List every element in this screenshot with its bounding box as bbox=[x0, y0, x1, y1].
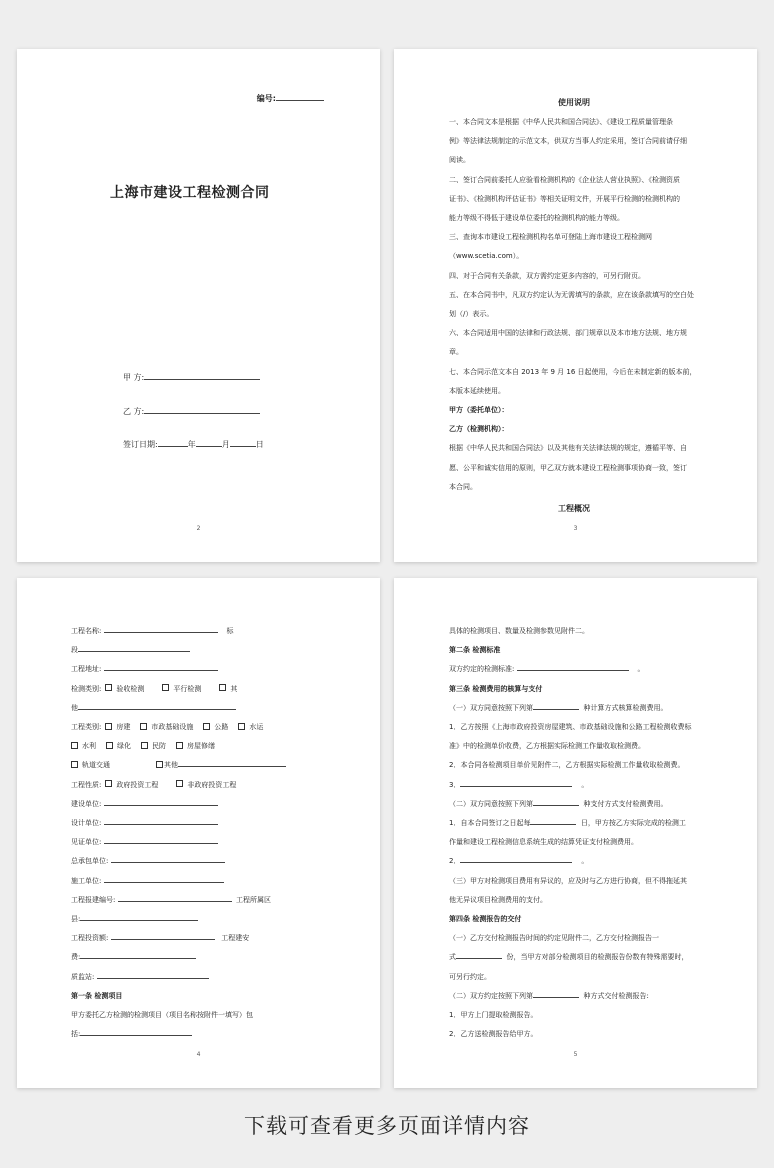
checkbox[interactable] bbox=[106, 742, 113, 749]
instruction-line: 章。 bbox=[449, 348, 463, 357]
article-1-items-row: 括: bbox=[71, 1025, 286, 1044]
instruction-line: 证书》、《检测机构评估证书》等相关证明文件，开展平行检测的检测机构的 bbox=[449, 194, 680, 203]
party-a-field: 甲 方: bbox=[123, 372, 260, 383]
project-nature-row: 工程性质: 政府投资工程 非政府投资工程 bbox=[71, 780, 237, 789]
quality-station-row: 质监站: bbox=[71, 968, 286, 987]
project-name-row: 工程名称: 标 bbox=[71, 627, 234, 635]
builder-row: 施工单位: bbox=[71, 872, 286, 891]
checkbox[interactable] bbox=[140, 723, 147, 730]
page-number: 4 bbox=[196, 1051, 201, 1058]
instructions-body bbox=[449, 93, 699, 521]
district-row: 县: bbox=[71, 910, 286, 929]
checkbox[interactable] bbox=[105, 780, 112, 787]
instructions-heading: 使用说明 bbox=[558, 98, 590, 107]
witness-unit-row: 见证单位: bbox=[71, 833, 286, 852]
serial-number-blank bbox=[276, 93, 324, 101]
preamble-line: 根据《中华人民共和国合同法》以及其他有关法律法规的规定，遵循平等、自 bbox=[449, 444, 687, 453]
contract-title: 上海市建设工程检测合同 bbox=[110, 185, 270, 201]
fee-method-row: （一）双方同意按照下列第 种计算方式核算检测费用。 bbox=[449, 703, 668, 712]
terms-body bbox=[449, 622, 691, 1044]
test-type-row: 检测类别: 验收检测 平行检测 其 bbox=[71, 684, 238, 693]
text-line: （三）甲方对检测项目费用有异议的，应及时与乙方进行协商，但不得拖延其 bbox=[449, 876, 687, 885]
cost-row: 费: bbox=[71, 948, 286, 967]
design-unit-row: 设计单位: bbox=[71, 814, 286, 833]
contract-cover-page bbox=[17, 49, 380, 562]
sign-date-field: 签订日期: 年 月 日 bbox=[123, 440, 264, 449]
text-line: 1．乙方按照《上海市政府投资房屋建筑、市政基础设施和公路工程检测收费标 bbox=[449, 723, 692, 732]
checkbox[interactable] bbox=[105, 723, 112, 730]
instruction-line: 六、本合同适用中国的法律和行政法规、部门规章以及本市地方法规、地方规 bbox=[449, 329, 687, 338]
checkbox[interactable] bbox=[203, 723, 210, 730]
contract-terms-page bbox=[394, 578, 757, 1088]
project-form bbox=[71, 622, 286, 1044]
article-1-text: 甲方委托乙方检测的检测项目（项目名称按附件一填写）包 bbox=[71, 1011, 253, 1020]
checkbox[interactable] bbox=[71, 742, 78, 749]
fee-other-row: 3． 。 bbox=[449, 780, 589, 789]
general-contractor-row: 总承包单位: bbox=[71, 852, 286, 871]
payment-period-row: 1．自本合同签订之日起每 日，甲方按乙方实际完成的检测工 bbox=[449, 819, 686, 828]
party-a-label: 甲方（委托单位）： bbox=[449, 406, 509, 415]
party-a-blank bbox=[144, 372, 260, 380]
instruction-line: （www.scetia.com）。 bbox=[449, 252, 524, 261]
article-2-heading: 第二条 检测标准 bbox=[449, 646, 501, 655]
report-copies-row: 式 份，当甲方对部分检测项目的检测报告份数有特殊需要时， bbox=[449, 953, 689, 962]
section-heading: 工程概况 bbox=[558, 504, 590, 514]
payment-method-row: （二）双方同意按照下列第 种支付方式支付检测费用。 bbox=[449, 799, 668, 808]
project-address-row: 工程地址: bbox=[71, 660, 286, 679]
checkbox[interactable] bbox=[162, 684, 169, 691]
text-line: （一）乙方交付检测报告时间的约定见附件二，乙方交付检测报告一 bbox=[449, 934, 659, 943]
instruction-line: 二、签订合同前委托人应验看检测机构的《企业法人营业执照》、《检测资质 bbox=[449, 175, 680, 184]
instruction-line: 三、查询本市建设工程检测机构名单可登陆上海市建设工程检测网 bbox=[449, 233, 652, 242]
project-section-row: 段 bbox=[71, 641, 286, 660]
instruction-line: 例》等法律法规制定的示范文本，供双方当事人约定采用，签订合同前请仔细 bbox=[449, 137, 687, 146]
checkbox[interactable] bbox=[176, 742, 183, 749]
delivery-method-row: （二）双方约定按照下列第 种方式交付检测报告: bbox=[449, 991, 649, 1000]
party-b-blank bbox=[144, 406, 260, 414]
project-type-row: 工程类别: 房建 市政基础设施 公路 水运 bbox=[71, 723, 264, 732]
checkbox[interactable] bbox=[219, 684, 226, 691]
instruction-line: 四、对于合同有关条款，双方需约定更多内容的，可另行附页。 bbox=[449, 271, 645, 280]
article-3-heading: 第三条 检测费用的核算与支付 bbox=[449, 684, 543, 693]
checkbox[interactable] bbox=[141, 742, 148, 749]
text-line: 1．甲方上门提取检测报告。 bbox=[449, 1011, 538, 1020]
text-line: 他无异议项目检测费用的支付。 bbox=[449, 895, 547, 904]
serial-number-field: 编号: bbox=[257, 93, 324, 104]
checkbox[interactable] bbox=[71, 761, 78, 768]
checkbox[interactable] bbox=[176, 780, 183, 787]
standard-row: 双方约定的检测标准: 。 bbox=[449, 665, 645, 674]
download-more-caption: 下载可查看更多页面详情内容 bbox=[244, 1114, 530, 1138]
test-type-other-row: 他 bbox=[71, 699, 286, 718]
text-line: 准》中的检测单价收费，乙方根据实际检测工作量收取检测费。 bbox=[449, 742, 645, 751]
page-number: 3 bbox=[573, 525, 578, 532]
instruction-line: 本版本延续使用。 bbox=[449, 386, 505, 395]
checkbox[interactable] bbox=[156, 761, 163, 768]
project-overview-page bbox=[17, 578, 380, 1088]
party-b-field: 乙 方: bbox=[123, 406, 260, 417]
article-1-heading: 第一条 检测项目 bbox=[71, 991, 123, 1000]
instruction-line: 能力等级不得低于建设单位委托的检测机构的能力等级。 bbox=[449, 214, 624, 223]
page-number: 5 bbox=[573, 1051, 578, 1058]
instruction-line: 划（/）表示。 bbox=[449, 310, 494, 319]
party-b-label: 乙方（检测机构）： bbox=[449, 425, 509, 434]
checkbox[interactable] bbox=[238, 723, 245, 730]
project-type-row-3: 轨道交通 其他 bbox=[71, 756, 286, 775]
construction-unit-row: 建设单位: bbox=[71, 795, 286, 814]
text-line: 具体的检测项目、数量及检测参数见附件二。 bbox=[449, 627, 589, 635]
preamble-line: 愿、公平和诚实信用的原则，甲乙双方就本建设工程检测事项协商一致，签订 bbox=[449, 463, 687, 472]
text-line: 2．本合同各检测项目单价见附件二，乙方根据实际检测工作量收取检测费。 bbox=[449, 761, 685, 770]
payment-other-row: 2． 。 bbox=[449, 857, 589, 866]
text-line: 2．乙方送检测报告给甲方。 bbox=[449, 1030, 538, 1039]
filing-number-row: 工程报建编号: 工程所属区 bbox=[71, 895, 272, 904]
instruction-line: 一、本合同文本是根据《中华人民共和国合同法》、《建设工程质量管理条 bbox=[449, 118, 673, 126]
project-type-row-2: 水利 绿化 民防 房屋修缮 bbox=[71, 737, 286, 756]
page-number: 2 bbox=[196, 525, 201, 532]
instruction-line: 阅读。 bbox=[449, 156, 470, 165]
text-line: 可另行约定。 bbox=[449, 972, 491, 981]
instruction-line: 七、本合同示范文本自 2013 年 9 月 16 日起使用，今后在未制定新的版本前， bbox=[449, 367, 697, 376]
checkbox[interactable] bbox=[105, 684, 112, 691]
preamble-line: 本合同。 bbox=[449, 482, 477, 491]
instruction-line: 五、在本合同书中，凡双方约定认为无需填写的条款，应在该条款填写的空白处 bbox=[449, 290, 694, 299]
investment-row: 工程投资额: 工程建安 bbox=[71, 934, 250, 943]
article-4-heading: 第四条 检测报告的交付 bbox=[449, 915, 522, 924]
text-line: 作量和建设工程检测信息系统生成的结算凭证支付检测费用。 bbox=[449, 838, 638, 847]
usage-instructions-page bbox=[394, 49, 757, 562]
